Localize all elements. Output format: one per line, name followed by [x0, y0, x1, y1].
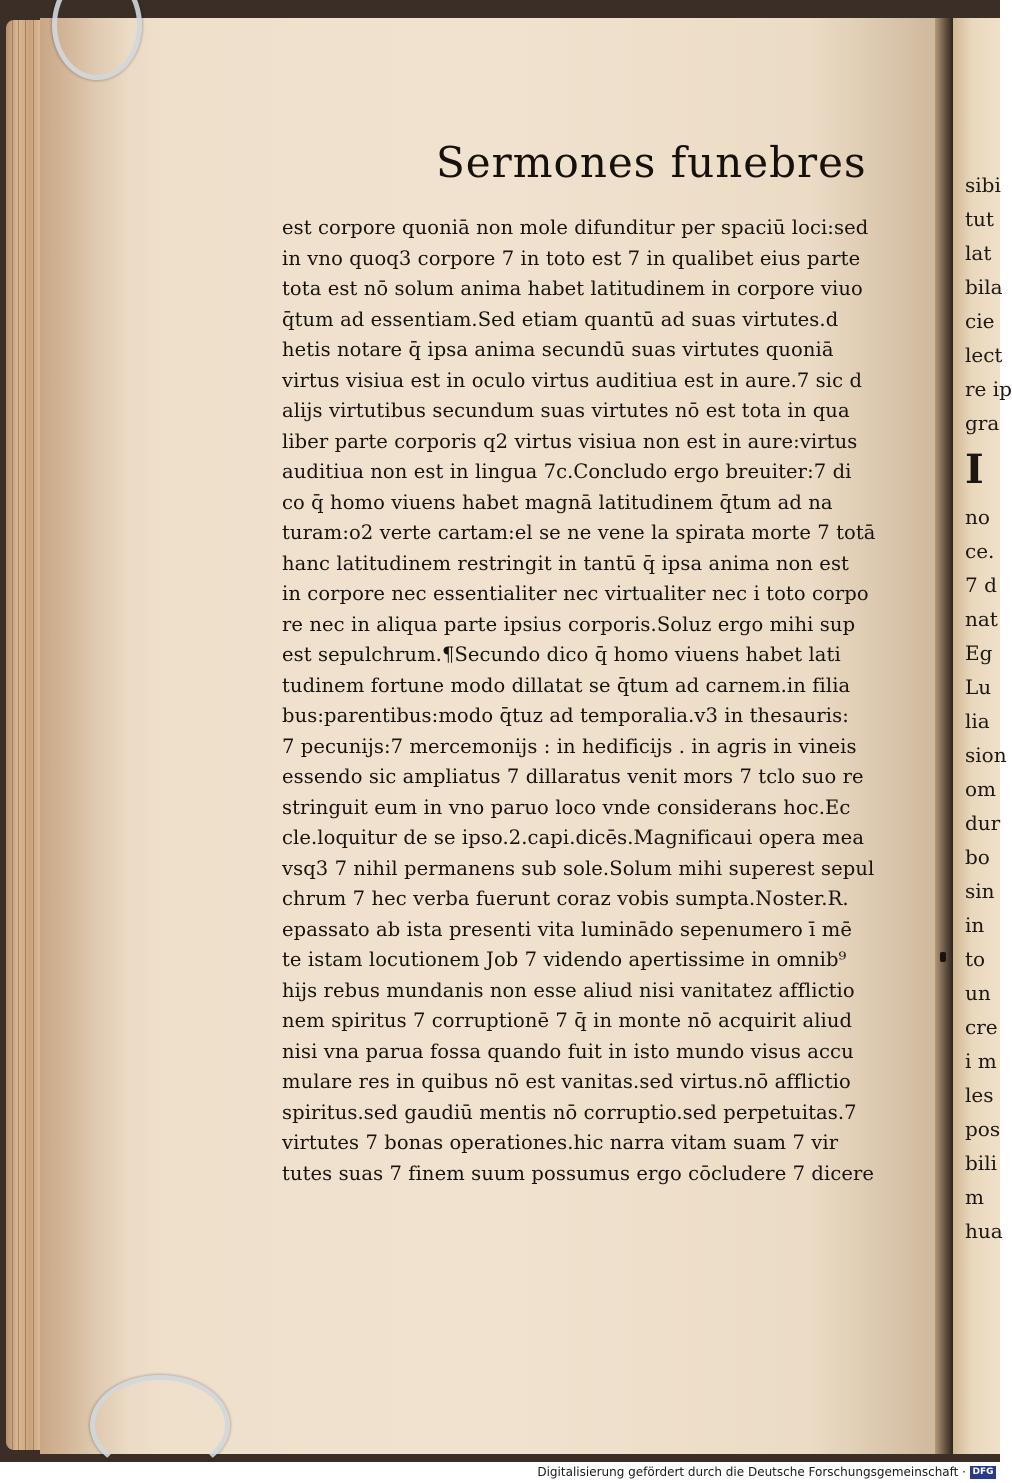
right-page-line: sion: [965, 743, 1007, 767]
text-line: cle.loquitur de se ipso.2.capi.dicēs.Magnificaui opera mea: [282, 826, 865, 849]
right-page-line: cie: [965, 309, 995, 333]
text-line: auditiua non est in lingua 7c.Concludo ergo breuiter:7 di: [282, 460, 852, 483]
right-page-line: m: [965, 1185, 984, 1209]
book-gutter: [935, 18, 953, 1454]
right-page-line: bila: [965, 275, 1003, 299]
text-block: [282, 213, 932, 1189]
text-line: chrum 7 hec verba fuerunt coraz vobis sumpta.Noster.R.: [282, 887, 849, 910]
text-line: te istam locutionem Job 7 videndo apertissime in omnib⁹: [282, 948, 847, 971]
right-page-line: hua: [965, 1219, 1003, 1243]
right-page-line: re ip: [965, 377, 1012, 401]
dfg-logo: DFG: [970, 1466, 996, 1479]
text-line: nem spiritus 7 corruptionē 7 q̄ in monte nō acquirit aliud: [282, 1009, 853, 1032]
right-page-line: nat: [965, 607, 998, 631]
footer-bar: [0, 1462, 1000, 1483]
text-line: nisi vna parua fossa quando fuit in isto mundo visus accu: [282, 1039, 854, 1063]
text-line: in vno quoq3 corpore 7 in toto est 7 in qualibet eius parte: [282, 246, 861, 270]
right-page-line: bili: [965, 1151, 997, 1175]
right-page-line: to: [965, 947, 986, 971]
text-line: tudinem fortune modo dillatat se q̄tum ad carnem.in filia: [282, 673, 851, 697]
text-line: essendo sic ampliatus 7 dillaratus venit mors 7 tclo suo re: [282, 765, 864, 788]
right-page-line: i m: [965, 1049, 997, 1073]
text-line: virtus visiua est in oculo virtus auditiua est in aure.7 sic d: [282, 368, 863, 392]
text-line: est sepulchrum.¶Secundo dico q̄ homo viuens habet lati: [282, 643, 841, 666]
footer-credit: Digitalisierung gefördert durch die Deutsche Forschungsgemeinschaft ·: [537, 1465, 966, 1479]
right-page: [953, 18, 1012, 1454]
right-page-line: un: [965, 981, 991, 1005]
right-page-line: lect: [965, 343, 1003, 367]
text-line: alijs virtutibus secundum suas virtutes nō est tota in qua: [282, 399, 850, 422]
margin-mark: [940, 952, 946, 962]
text-line: co q̄ homo viuens habet magnā latitudinem q̄tum ad na: [282, 490, 833, 514]
text-line: hanc latitudinem restringit in tantū q̄ ipsa anima non est: [282, 551, 849, 575]
text-line: re nec in aliqua parte ipsius corporis.Soluz ergo mihi sup: [282, 612, 856, 636]
right-page-line: Eg: [965, 641, 993, 665]
text-line: stringuit eum in vno paruo loco vnde considerans hoc.Ec: [282, 795, 851, 819]
right-page-line: pos: [965, 1117, 1001, 1141]
right-page-text: [965, 168, 1012, 1248]
text-line: est corpore quoniā non mole difunditur per spaciū loci:sed: [282, 216, 869, 239]
right-page-line: no: [965, 505, 990, 529]
right-page-line: sin: [965, 879, 995, 903]
right-page-line: Lu: [965, 675, 992, 699]
text-line: hetis notare q̄ ipsa anima secundū suas virtutes quoniā: [282, 338, 834, 361]
right-page-line: cre: [965, 1015, 998, 1039]
right-page-line: gra: [965, 411, 1000, 435]
text-line: tota est nō solum anima habet latitudinem in corpore viuo: [282, 277, 863, 300]
clip-ring-bottom: [90, 1375, 230, 1475]
right-page-line: ce.: [965, 539, 995, 563]
text-line: 7 pecunijs:7 mercemonijs : in hedificijs . in agris in vineis: [282, 734, 857, 758]
text-line: vsq3 7 nihil permanens sub sole.Solum mihi superest sepul: [282, 856, 875, 880]
text-line: hijs rebus mundanis non esse aliud nisi vanitatez afflictio: [282, 978, 855, 1002]
right-page-line: sibi: [965, 173, 1001, 197]
text-line: spiritus.sed gaudiū mentis nō corruptio.sed perpetuitas.7: [282, 1100, 857, 1124]
right-page-line: lat: [965, 241, 992, 265]
text-line: tutes suas 7 finem suum possumus ergo cōcludere 7 dicere: [282, 1161, 875, 1185]
page-title: Sermones funebres: [436, 138, 867, 187]
page-stain: [40, 18, 130, 1454]
right-page-line: om: [965, 777, 997, 801]
right-page-line: les: [965, 1083, 994, 1107]
text-line: liber parte corporis q2 virtus visiua non est in aure:virtus: [282, 429, 858, 453]
right-page-line: 7 d: [965, 573, 997, 597]
right-page-line: lia: [965, 709, 990, 733]
right-page-line: bo: [965, 845, 990, 869]
text-line: bus:parentibus:modo q̄tuz ad temporalia.v3 in thesauris:: [282, 704, 849, 727]
right-page-line: I: [965, 446, 984, 493]
text-line: turam:o2 verte cartam:el se ne vene la spirata morte 7 totā: [282, 521, 876, 544]
right-page-line: dur: [965, 811, 1001, 835]
text-line: in corpore nec essentialiter nec virtualiter nec i toto corpo: [282, 582, 869, 605]
text-line: virtutes 7 bonas operationes.hic narra vitam suam 7 vir: [282, 1131, 839, 1154]
text-line: mulare res in quibus nō est vanitas.sed virtus.nō afflictio: [282, 1070, 851, 1093]
right-page-line: in: [965, 913, 985, 937]
text-line: epassato ab ista presenti vita luminādo sepenumero ī mē: [282, 917, 852, 941]
right-page-line: tut: [965, 207, 994, 231]
text-line: q̄tum ad essentiam.Sed etiam quantū ad suas virtutes.d: [282, 307, 839, 331]
